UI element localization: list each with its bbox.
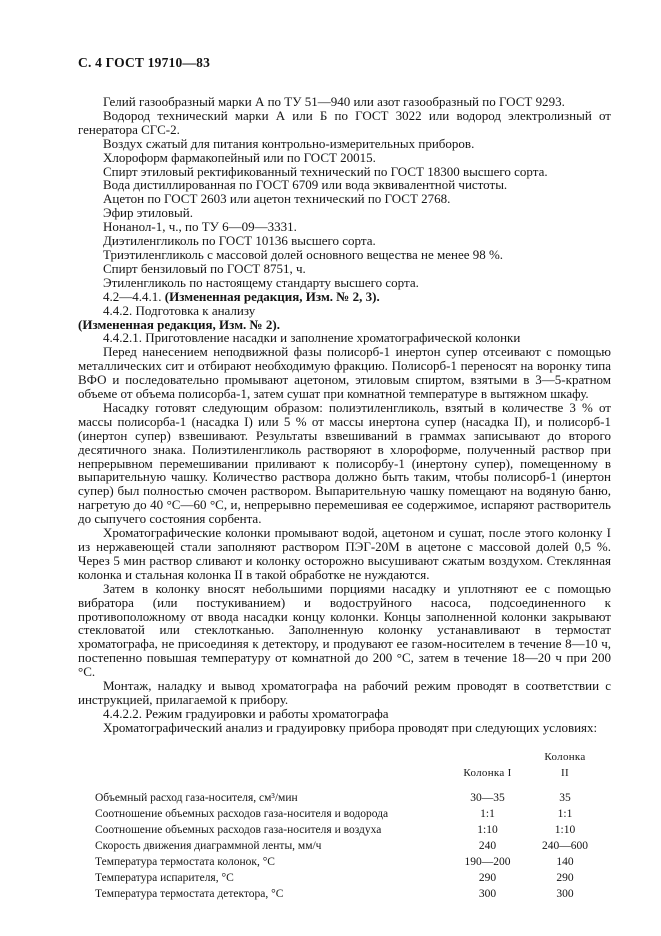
paragraph-text: Хроматографические колонки промывают водой, ацетоном и сушат, после этого колонку I из нержавеющей стали заполняют раствором ПЭГ-20М в ацетоне с массовой долей 0,5 %. Через 5 мин раствор сливают и колонку осторожно высушивают сжатым воздухом. Стеклянная колонка и стальная колонка II в такой обработке не нуждаются. [78, 525, 611, 582]
paragraph [78, 220, 611, 234]
empty-header-cell [95, 749, 435, 790]
paragraph [78, 262, 611, 276]
paragraph-text: 4.4.2. Подготовка к анализу [103, 302, 256, 318]
paragraph [78, 721, 611, 735]
paragraph-text: Диэтиленгликоль по ГОСТ 10136 высшего сорта. [103, 233, 376, 249]
column2-value: 35 [559, 791, 571, 804]
paragraph-text: Этиленгликоль по настоящему стандарту высшего сорта. [103, 274, 419, 290]
paragraph-text: Вода дистиллированная по ГОСТ 6709 или вода эквивалентной чистоты. [103, 177, 508, 193]
row-label: Скорость движения диаграммной ленты, мм/ч [95, 839, 322, 852]
paragraph [78, 178, 611, 192]
paragraph [78, 526, 611, 582]
table-header-row [95, 749, 590, 790]
column-header-1: Колонка I [463, 766, 512, 779]
paragraph-bold-text: (Измененная редакция, Изм. № 2). [78, 316, 280, 332]
paragraph-text: Хроматографический анализ и градуировку прибора проводят при следующих условиях: [103, 719, 598, 735]
conditions-table-body [95, 790, 590, 902]
paragraph [78, 345, 611, 401]
row-label: Температура термостата колонок, °С [95, 855, 275, 868]
column1-value: 1:10 [477, 823, 498, 836]
table-row [95, 822, 590, 838]
column1-value: 30—35 [470, 791, 505, 804]
paragraph [78, 707, 611, 721]
paragraph [78, 290, 611, 304]
paragraph [78, 192, 611, 206]
column2-value: 300 [556, 887, 574, 900]
paragraph [78, 137, 611, 151]
column1-value: 300 [478, 887, 497, 900]
paragraph-text: Нонанол-1, ч., по ТУ 6—09—3331. [103, 219, 297, 235]
conditions-table [95, 749, 590, 902]
page-content [78, 55, 611, 902]
paragraph [78, 248, 611, 262]
paragraph [78, 165, 611, 179]
paragraph-text: Ацетон по ГОСТ 2603 или ацетон технический по ГОСТ 2768. [103, 191, 451, 207]
table-row [95, 886, 590, 902]
paragraph-text: Эфир этиловый. [103, 205, 193, 221]
conditions-table-head [95, 749, 590, 790]
column2-value: 290 [556, 871, 574, 884]
row-label: Температура термостата детектора, °С [95, 887, 284, 900]
column1-value: 240 [478, 839, 497, 852]
paragraph-text: Монтаж, наладку и вывод хроматографа на рабочий режим проводят в соответствии с инструкцией, прилагаемой к прибору. [78, 678, 611, 707]
paragraph-text: Спирт этиловый ректификованный технический по ГОСТ 18300 высшего сорта. [103, 163, 548, 179]
paragraph [78, 95, 611, 109]
paragraph-text: Воздух сжатый для питания контрольно-измерительных приборов. [103, 135, 475, 151]
paragraph-text: Затем в колонку вносят небольшими порциями насадку и уплотняют ее с помощью вибратора (или постукиванием) и водоструйного насоса, подсоединенного к противоположному от ввода насадки концу колонки. Концы заполненной колонки закрывают стекловатой или стеклотканью. Заполненную колонку устанавливают в термостат хроматографа, не присоединяя к детектору, и продувают ее газом-носителем в течение 8—10 ч, постепенно повышая температуру от комнатной до 200 °С, затем в течение 18—20 ч при 200 °С. [78, 580, 611, 680]
table-row [95, 790, 590, 806]
column2-value: 240—600 [542, 839, 588, 852]
row-label: Соотношение объемных расходов газа-носителя и водорода [95, 807, 389, 820]
paragraph [78, 151, 611, 165]
paragraph-text: Хлороформ фармакопейный или по ГОСТ 20015. [103, 149, 376, 165]
row-label: Температура испарителя, °С [95, 871, 234, 884]
table-row [95, 838, 590, 854]
paragraph-text: Гелий газообразный марки А по ТУ 51—940 или азот газообразный по ГОСТ 9293. [103, 94, 565, 109]
paragraph-bold-text: (Измененная редакция, Изм. № 2, 3). [164, 288, 380, 304]
paragraph [78, 401, 611, 526]
paragraph [78, 679, 611, 707]
paragraph [78, 276, 611, 290]
column2-value: 1:10 [554, 823, 576, 836]
paragraph-text: Насадку готовят следующим образом: полиэтиленгликоль, взятый в количестве 3 % от массы полисорба-1 (насадка I) или 5 % от массы инертона супер (насадка II), и полисорб-1 (инертон супер) взвешивают. Результаты взвешиваний в граммах записывают до второго десятичного знака. Полиэтиленгликоль растворяют в хлороформе, полученный раствор при непрерывном перемешивании приливают к полисорбу-1 (инертону супер), помещенному в выпарительную чашку. Количество раствора должно быть таким, чтобы полисорб-1 (инертон супер) был полностью смочен раствором. Выпарительную чашку помещают на водяную баню, нагретую до 40 °С—60 °С, и, непрерывно перемешивая ее содержимое, испаряют растворитель до сыпучего состояния сорбента. [78, 399, 611, 527]
paragraph-text: Водород технический марки А или Б по ГОСТ 3022 или водород электролизный от генератора СГС-2. [78, 107, 611, 137]
paragraph [78, 582, 611, 679]
column1-value: 1:1 [480, 807, 495, 820]
paragraph [78, 206, 611, 220]
paragraph-text: Спирт бензиловый по ГОСТ 8751, ч. [103, 260, 306, 276]
paragraph-text: 4.2—4.4.1. [103, 288, 165, 304]
paragraph [78, 304, 611, 318]
document-paragraphs [78, 95, 611, 735]
document-body [78, 95, 611, 902]
paragraph [78, 331, 611, 345]
column2-value: 1:1 [557, 807, 573, 820]
table-row [95, 806, 590, 822]
table-row [95, 870, 590, 886]
column2-value: 140 [556, 855, 574, 868]
column1-value: 290 [478, 871, 497, 884]
paragraph [78, 109, 611, 137]
paragraph-text: Перед нанесением неподвижной фазы полисорб-1 инертон супер отсеивают с помощью металлических сит и отбирают необходимую фракцию. Полисорб-1 переносят на воронку типа ВФО и последовательно промывают ацетоном, этиловым спиртом, взятыми в 3—5-кратном объеме от объема полисорба-1, затем сушат при комнатной температуре в вытяжном шкафу. [78, 344, 611, 402]
paragraph [78, 318, 611, 332]
paragraph [78, 234, 611, 248]
page-header: С. 4 ГОСТ 19710—83 [78, 55, 211, 70]
paragraph-text: Триэтиленгликоль с массовой долей основного вещества не менее 98 %. [103, 246, 504, 262]
row-label: Объемный расход газа-носителя, см³/мин [95, 791, 298, 804]
row-label: Соотношение объемных расходов газа-носителя и воздуха [95, 823, 382, 836]
table-row [95, 854, 590, 870]
paragraph-text: 4.4.2.2. Режим градуировки и работы хроматографа [103, 705, 389, 721]
column1-value: 190—200 [464, 855, 511, 868]
column-header-2: Колонка II [544, 750, 586, 779]
paragraph-text: 4.4.2.1. Приготовление насадки и заполнение хроматографической колонки [103, 330, 521, 346]
